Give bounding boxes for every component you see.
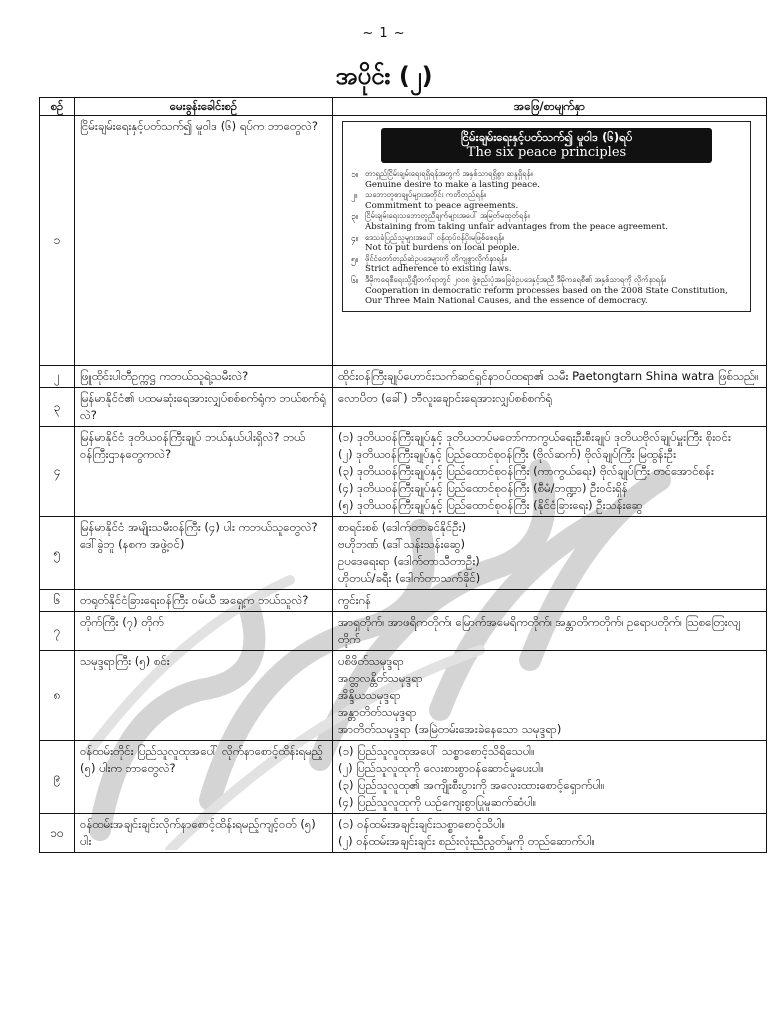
- principle-en: Commitment to peace agreements.: [365, 200, 519, 211]
- header-no: စဉ်: [40, 98, 75, 116]
- answer-line: ဥပဒေရေးရာ (ဒေါက်တာသီတာဦး): [338, 554, 480, 568]
- row-answer: [333, 116, 767, 366]
- answer-line: (၂) ပြည်သူလူထုကို လေးစားစွာဝန်ဆောင်မှုပေးပါ။: [338, 761, 544, 775]
- table-row: [40, 116, 767, 366]
- row-question: မြန်မာနိုင်ငံ၏ ပထမဆုံးရေအားလျှပ်စစ်စက်ရုံက ဘယ်စက်ရုံလဲ?: [75, 388, 333, 427]
- row-number: ၇: [40, 612, 75, 651]
- row-question: ဝန်ထမ်းအချင်းချင်းလိုက်နာစောင့်ထိန်းရမည့်ကျင့်ဝတ် (၅) ပါး: [75, 814, 333, 853]
- row-answer: [333, 366, 767, 388]
- principle-number: ၁။: [351, 169, 359, 179]
- row-question: သမုဒ္ဒရာကြီး (၅) စင်း: [75, 651, 333, 741]
- page-number: ~ 1 ~: [362, 26, 406, 41]
- answer-line: ဟိုတယ်/ခရီး (ဒေါက်တာသက်ခိုင်): [338, 571, 481, 585]
- principle-item: [351, 254, 742, 275]
- row-answer: [333, 814, 767, 853]
- principle-number: ၅။: [351, 253, 359, 264]
- row-number: ၃: [40, 388, 75, 427]
- answer-line: (၁) ဝန်ထမ်းအချင်းချင်းသစ္စာစောင့်သိပါ။: [338, 817, 506, 831]
- answer-line: (၁) ဒုတိယဝန်ကြီးချုပ်နှင့် ဒုတိယတပ်မတော်ကာကွယ်ရေးဦးစီးချုပ် ဒုတိယဗိုလ်ချုပ်မှူးကြီး စိုးဝင်း: [338, 430, 731, 444]
- answer-line: ဗဟိုဘဏ် (ဒေါ်သန်းသန်းဆွေ): [338, 537, 465, 551]
- row-answer: [333, 427, 767, 517]
- row-question: ငြိမ်းချမ်းရေးနှင့်ပတ်သက်၍ မူဝါဒ (၆) ရပ်က ဘာတွေလဲ?: [75, 116, 333, 366]
- row-number: ၈: [40, 651, 75, 741]
- principle-item: [351, 275, 742, 307]
- row-question: တရုတ်နိုင်ငံခြားရေးဝန်ကြီး ဝမ်ယီ အရှေ့က ဘယ်သူလဲ?: [75, 590, 333, 612]
- principle-en: Strict adherence to existing laws.: [365, 264, 512, 275]
- principle-en: Cooperation in democratic reform processes based on the 2008 State Constitution, Our Three Main National Causes, and the essence of democracy.: [365, 285, 728, 307]
- table-row: [40, 651, 767, 741]
- answer-line: (၂) ဒုတိယဝန်ကြီးချုပ်နှင့် ပြည်ထောင်စုဝန်ကြီး (ဗိုလ်ဆက်) ဗိုလ်ချုပ်ကြီး မြထွန်းဦး: [338, 447, 677, 461]
- answer-line: (၅) ဒုတိယဝန်ကြီးချုပ်နှင့် ပြည်ထောင်စုဝန်ကြီး (နိုင်ငံခြားရေး) ဦးသန်းဆွေ: [338, 498, 643, 512]
- row-number: ၉: [40, 741, 75, 814]
- peace-principles-image: [342, 121, 751, 312]
- answer-line: အာတိတ်သမုဒ္ဒရာ (အမြဲတမ်းအေးခဲနေသော သမုဒ္ဒရာ): [338, 722, 562, 736]
- principle-number: ၂။: [351, 190, 358, 201]
- table-row: [40, 517, 767, 590]
- row-number: ၅: [40, 517, 75, 590]
- row-number: ၂: [40, 366, 75, 388]
- table-row: [40, 427, 767, 517]
- answer-line: (၁) ပြည်သူလူထုအပေါ် သစ္စာစောင့်သိရိသေပါ။: [338, 744, 535, 758]
- row-number: ၄: [40, 427, 75, 517]
- principle-item: [351, 169, 742, 190]
- answer-line: အာရှတိုက်၊ အာဖရိကတိုက်၊ မြောက်အမေရိကတိုက်၊ အန္တာတိကတိုက်၊ ဥရောပတိုက်၊ သြစတြေးလျတိုက်: [338, 615, 741, 646]
- answer-line: အတ္တလန္တိတ်သမုဒ္ဒရာ: [338, 671, 423, 685]
- section-title: အပိုင်း (၂): [335, 62, 433, 90]
- principle-number: ၃။: [351, 211, 359, 222]
- principle-en: Abstaining from taking unfair advantages from the peace agreement.: [365, 221, 668, 232]
- principle-mm: တာရှည်ငြိမ်းချမ်းရေးရရှိရန်အတွက် အနှစ်သာရရှိစွာ ဆန္ဒရှိရန်။: [365, 169, 533, 178]
- qa-table: [39, 97, 767, 853]
- principle-item: [351, 233, 742, 254]
- row-answer: [333, 612, 767, 651]
- row-answer: [333, 741, 767, 814]
- table-row: [40, 814, 767, 853]
- answer-line: အိန္ဒိယသမုဒ္ဒရာ: [338, 688, 401, 702]
- row-answer: [333, 651, 767, 741]
- answer-line: စာရင်းစစ် (ဒေါက်တာခင်နိုင်ဦး): [338, 520, 467, 534]
- principle-item: [351, 211, 742, 232]
- principle-mm: ဖိုင်ငံတော်တည်ဆဲဥပဒေများကို တိကျစွာလိုက်နာရန်။: [365, 253, 507, 263]
- principle-mm: သဘောတူစာချုပ်များအတိုင်း ကတိတည်ရန်။: [365, 190, 486, 200]
- row-question: ဖြူထိုင်းပါတီဥက္ကဋ္ဌ ကဘယ်သူရဲ့သမီးလဲ?: [75, 366, 333, 388]
- principle-en: Genuine desire to make a lasting peace.: [365, 179, 540, 190]
- banner-title-en: The six peace principles: [466, 145, 627, 160]
- header-answer: အဖြေ/စာမျက်နှာ: [333, 98, 767, 116]
- principle-mm: ဒီမိုကရေစီရေးသို့ချီတက်ရာတွင် ၂၀၀၈ ဖွဲ့စည်းပုံအခြေခံဥပဒေနှင့်အညီ ဒီမိုကရေစီ၏ အနှစ်သာရကို လိုက်နာရန်။: [365, 274, 667, 284]
- answer-line: (၄) ဒုတိယဝန်ကြီးချုပ်နှင့် ပြည်ထောင်စုဝန်ကြီး (စီမံ/ဘဏ္ဍာ) ဦးဝင်းရှိန်: [338, 481, 628, 495]
- row-number: ၁၀: [40, 814, 75, 853]
- table-row: [40, 388, 767, 427]
- principles-banner: [381, 128, 712, 163]
- table-row: [40, 366, 767, 388]
- row-answer: [333, 517, 767, 590]
- header-question: မေးခွန်းခေါင်းစဉ်: [75, 98, 333, 116]
- row-answer: [333, 388, 767, 427]
- answer-line: လောပိတ (ခေါ်) ဘီလူးချောင်းရေအားလျှပ်စစ်စက်ရုံ: [338, 391, 553, 405]
- table-row: [40, 741, 767, 814]
- answer-line: အန္တာတိတ်သမုဒ္ဒရာ: [338, 705, 417, 719]
- principle-en: Not to put burdens on local people.: [365, 243, 520, 254]
- principle-number: ၆။: [351, 274, 359, 285]
- table-row: [40, 612, 767, 651]
- answer-line: (၃) ပြည်သူလူထု၏ အကျိုးစီးပွားကို အလေးထားစောင့်ရှောက်ပါ။: [338, 778, 605, 792]
- row-answer: [333, 590, 767, 612]
- row-question: မြန်မာနိုင်ငံ အမျိုးသမီးဝန်ကြီး (၄) ပါး ကဘယ်သူတွေလဲ? ဒေါ်ခွဲဘူ (နစက အဖွဲ့ဝင်): [75, 517, 333, 590]
- principle-mm: ဒေသခံပြည်သူများအပေါ် ဝန်ထုပ်ဝန်ပိုးမဖြစ်စေရန်။: [365, 232, 505, 242]
- row-question: တိုက်ကြီး (၇) တိုက်: [75, 612, 333, 651]
- table-header-row: [40, 98, 767, 116]
- answer-line: (၂) ဝန်ထမ်းအချင်းချင်း စည်းလုံးညီညွတ်မှုကို တည်ဆောက်ပါ။: [338, 834, 596, 848]
- row-number: ၆: [40, 590, 75, 612]
- principle-item: [351, 190, 742, 211]
- principle-number: ၄။: [351, 232, 359, 243]
- answer-line: (၃) ဒုတိယဝန်ကြီးချုပ်နှင့် ပြည်ထောင်စုဝန်ကြီး (ကာကွယ်ရေး) ဗိုလ်ချုပ်ကြီး တင်အောင်စန်း: [338, 464, 714, 478]
- row-question: ဝန်ထမ်းတိုင်း ပြည်သူလူထုအပေါ် လိုက်နာစောင့်ထိန်းရမည့် (၅) ပါးက ဘာတွေလဲ?: [75, 741, 333, 814]
- answer-line: ထိုင်းဝန်ကြီးချုပ်ဟောင်းသက်ဆင်ရှင်နာဝပ်ထရာ၏ သမီး Paetongtarn Shina watra ဖြစ်သည်။: [338, 369, 759, 383]
- answer-line: ပစိဖိတ်သမုဒ္ဒရာ: [338, 654, 404, 668]
- banner-title-mm: ငြိမ်းချမ်းရေးနှင့်ပတ်သက်၍ မူဝါဒ (၆)ရပ်: [460, 130, 633, 144]
- answer-line: ကွင်းဂန်: [338, 593, 372, 607]
- row-question: မြန်မာနိုင်ငံ ဒုတိယဝန်ကြီးချုပ် ဘယ်နှယ်ပါးရှိလဲ? ဘယ်ဝန်ကြီးဌာနတွေကလဲ?: [75, 427, 333, 517]
- row-number: ၁: [40, 116, 75, 366]
- answer-line: (၄) ပြည်သူလူထုကို ယဉ်ကျေးစွာပြုမူဆက်ဆံပါ။: [338, 795, 537, 809]
- table-row: [40, 590, 767, 612]
- principle-mm: ငြိမ်းချမ်းရေးသဘောတူညီချက်များအပေါ် အမြတ်မထုတ်ရန်။: [365, 211, 530, 221]
